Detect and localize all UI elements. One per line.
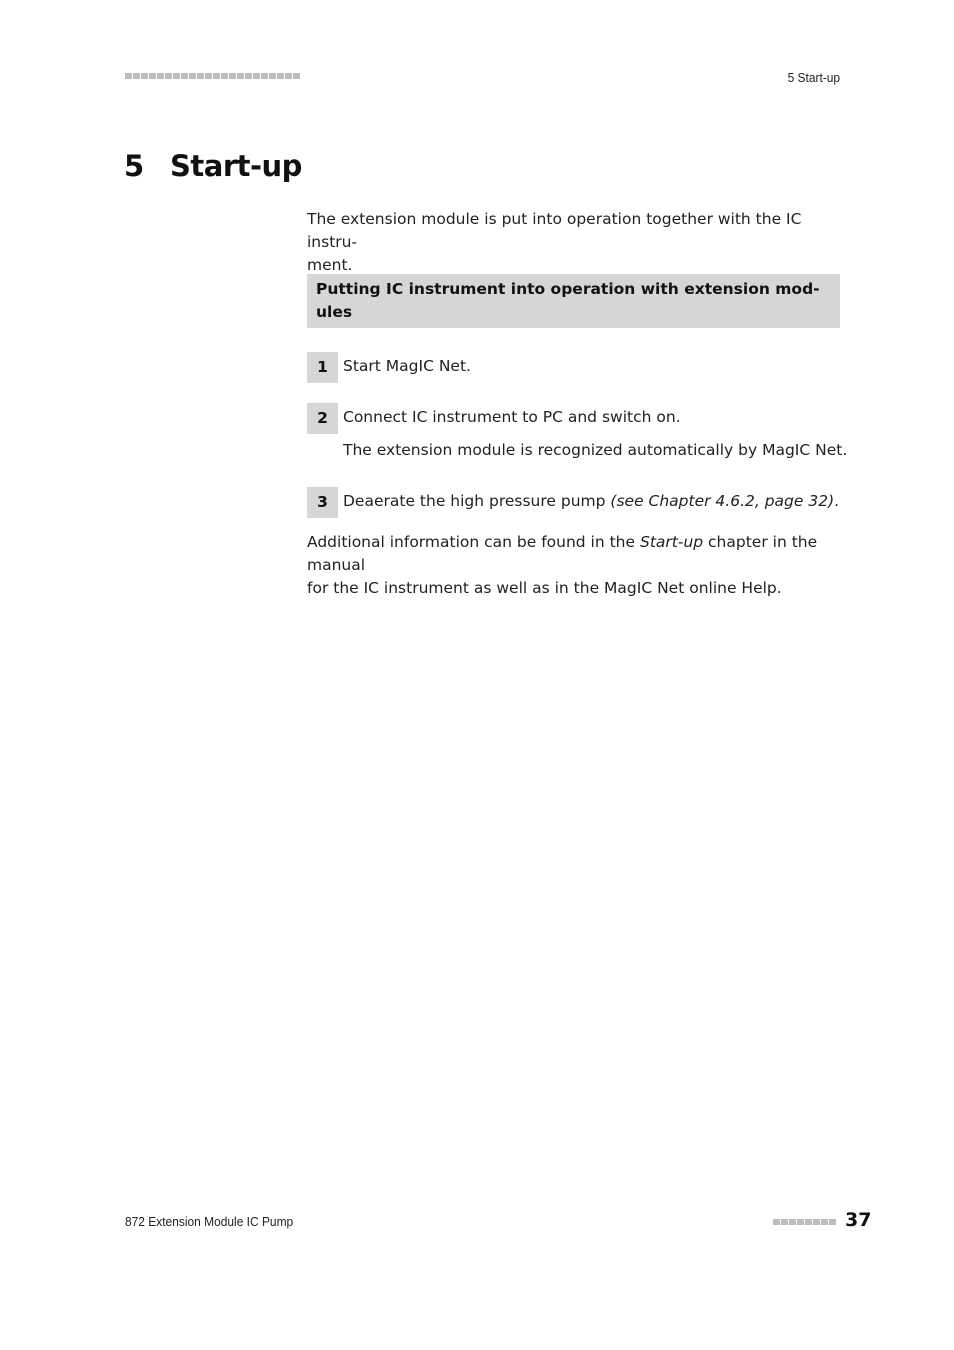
- decoration-square: [261, 73, 268, 79]
- decoration-square: [277, 73, 284, 79]
- header-decoration: [125, 73, 300, 79]
- procedure-title-line: Putting IC instrument into operation with extension mod-: [316, 280, 820, 298]
- footer-document-title: 872 Extension Module IC Pump: [125, 1214, 294, 1229]
- decoration-square: [213, 73, 220, 79]
- decoration-square: [173, 73, 180, 79]
- decoration-square: [829, 1219, 836, 1225]
- additional-info-paragraph: [307, 531, 840, 600]
- decoration-square: [149, 73, 156, 79]
- footer-decoration: [773, 1219, 836, 1225]
- decoration-square: [805, 1219, 812, 1225]
- procedure-step: [307, 487, 840, 519]
- step-number: 2: [307, 403, 338, 434]
- chapter-number: 5: [124, 149, 144, 183]
- decoration-square: [253, 73, 260, 79]
- additional-info-line: for the IC instrument as well as in the MagIC Net online Help.: [307, 579, 782, 597]
- decoration-square: [125, 73, 132, 79]
- procedure-title-line: ules: [316, 303, 353, 321]
- decoration-square: [237, 73, 244, 79]
- decoration-square: [293, 73, 300, 79]
- step-text: Start MagIC Net.: [343, 357, 471, 375]
- procedure-step: [307, 403, 848, 463]
- decoration-square: [165, 73, 172, 79]
- intro-line: ment.: [307, 256, 353, 274]
- decoration-square: [269, 73, 276, 79]
- page-number: 37: [845, 1209, 872, 1231]
- procedure-step: [307, 352, 840, 384]
- procedure-heading-box: [307, 274, 840, 328]
- decoration-square: [197, 73, 204, 79]
- intro-paragraph: [307, 208, 840, 277]
- text-span: Additional information can be found in the: [307, 533, 640, 551]
- decoration-square: [181, 73, 188, 79]
- decoration-square: [797, 1219, 804, 1225]
- text-span: chapter in the manual: [307, 533, 818, 574]
- step-text: Connect IC instrument to PC and switch on.: [343, 408, 681, 426]
- decoration-square: [813, 1219, 820, 1225]
- step-text-part: .: [834, 492, 840, 510]
- chapter-title-text: Start-up: [170, 149, 302, 183]
- additional-info-line: [307, 531, 840, 577]
- step-text: [343, 490, 839, 513]
- decoration-square: [229, 73, 236, 79]
- decoration-square: [133, 73, 140, 79]
- step-number: 1: [307, 352, 338, 383]
- decoration-square: [157, 73, 164, 79]
- decoration-square: [773, 1219, 780, 1225]
- decoration-square: [781, 1219, 788, 1225]
- decoration-square: [789, 1219, 796, 1225]
- step-text-part: Deaerate the high pressure pump: [343, 492, 611, 510]
- decoration-square: [205, 73, 212, 79]
- decoration-square: [245, 73, 252, 79]
- decoration-square: [285, 73, 292, 79]
- decoration-square: [821, 1219, 828, 1225]
- decoration-square: [189, 73, 196, 79]
- cross-reference-link[interactable]: (see Chapter 4.6.2, page 32): [610, 492, 835, 510]
- decoration-square: [221, 73, 228, 79]
- running-head: 5 Start-up: [787, 70, 840, 85]
- step-number: 3: [307, 487, 338, 518]
- step-result: The extension module is recognized automatically by MagIC Net.: [343, 441, 848, 459]
- intro-line: The extension module is put into operation together with the IC instru-: [307, 210, 802, 251]
- emphasis-text: Start-up: [639, 533, 704, 551]
- chapter-title: [124, 149, 302, 183]
- decoration-square: [141, 73, 148, 79]
